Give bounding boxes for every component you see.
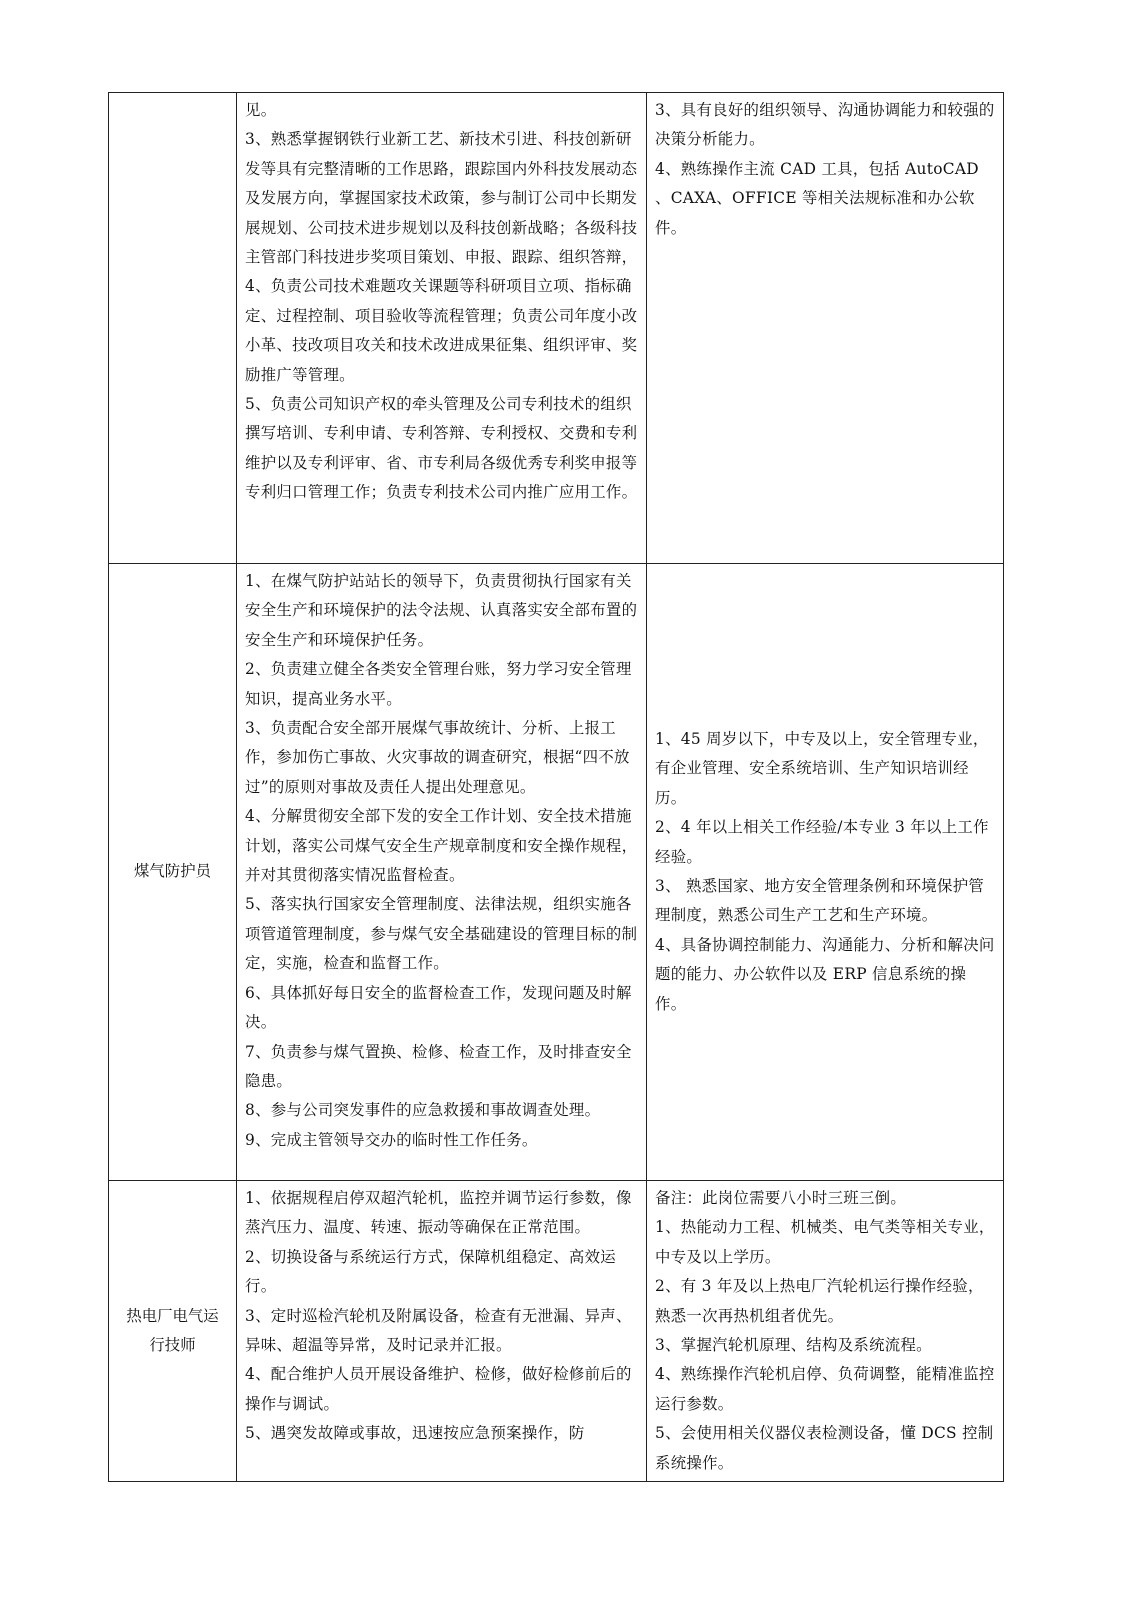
duties-cell xyxy=(237,93,647,564)
requirements-cell xyxy=(647,1181,1004,1482)
requirement-item: 4、熟练操作主流 CAD 工具，包括 AutoCAD 、CAXA、OFFICE 等相关法规标准和办公软件。 xyxy=(655,159,979,237)
duty-item: 5、落实执行国家安全管理制度、法律法规，组织实施各项管道管理制度，参与煤气安全基础建设的管理目标的制定，实施，检查和监督工作。 xyxy=(245,895,638,973)
duty-item: 4、配合维护人员开展设备维护、检修，做好检修前后的操作与调试。 xyxy=(245,1365,632,1413)
duty-item: 5、负责公司知识产权的牵头管理及公司专利技术的组织撰写培训、专利申请、专利答辩、专利授权、交费和专利维护以及专利评审、省、市专利局各级优秀专利奖申报等专利归口管理工作；负责专利技术公司内推广应用工作。 xyxy=(245,395,638,502)
duty-item: 9、完成主管领导交办的临时性工作任务。 xyxy=(245,1130,538,1149)
duty-item: 7、负责参与煤气置换、检修、检查工作，及时排查安全隐患。 xyxy=(245,1042,632,1090)
duty-item: 8、参与公司突发事件的应急救援和事故调查处理。 xyxy=(245,1101,601,1120)
requirements-cell xyxy=(647,93,1004,564)
requirement-item: 3、具有良好的组织领导、沟通协调能力和较强的决策分析能力。 xyxy=(655,101,995,149)
duty-item: 4、分解贯彻安全部下发的安全工作计划、安全技术措施计划，落实公司煤气安全生产规章制度和安全操作规程，并对其贯彻落实情况监督检查。 xyxy=(245,807,638,885)
requirements-cell xyxy=(647,564,1004,1181)
duties-cell xyxy=(237,1181,647,1482)
requirement-item: 4、具备协调控制能力、沟通能力、分析和解决问题的能力、办公软件以及 ERP 信息系统的操作。 xyxy=(655,935,995,1013)
table-row xyxy=(109,1181,1004,1482)
duty-item: 3、定时巡检汽轮机及附属设备，检查有无泄漏、异声、异味、超温等异常，及时记录并汇报。 xyxy=(245,1306,632,1355)
duty-item: 3、负责配合安全部开展煤气事故统计、分析、上报工作，参加伤亡事故、火灾事故的调查研究，根据“四不放过”的原则对事故及责任人提出处理意见。 xyxy=(245,719,630,796)
position-cell xyxy=(109,564,237,1181)
duty-item: 4、负责公司技术难题攻关课题等科研项目立项、指标确定、过程控制、项目验收等流程管理；负责公司年度小改小革、技改项目攻关和技术改进成果征集、组织评审、奖励推广等管理。 xyxy=(245,277,638,384)
position-title: 煤气防护员 xyxy=(134,862,211,881)
requirement-item: 2、4 年以上相关工作经验/本专业 3 年以上工作经验。 xyxy=(655,818,989,866)
requirement-item: 1、45 周岁以下，中专及以上，安全管理专业，有企业管理、安全系统培训、生产知识培训经历。 xyxy=(655,729,989,807)
position-cell xyxy=(109,93,237,564)
duty-item: 1、依据规程启停双超汽轮机，监控并调节运行参数，像蒸汽压力、温度、转速、振动等确保在正常范围。 xyxy=(245,1189,632,1237)
requirement-item: 备注：此岗位需要八小时三班三倒。 xyxy=(655,1189,907,1207)
requirement-item: 3、 熟悉国家、地方安全管理条例和环境保护管理制度，熟悉公司生产工艺和生产环境。 xyxy=(655,877,985,925)
duty-item: 见。 xyxy=(245,101,277,119)
job-requirements-table xyxy=(108,92,1004,1482)
duty-item: 2、负责建立健全各类安全管理台账，努力学习安全管理知识，提高业务水平。 xyxy=(245,660,632,708)
table-row xyxy=(109,93,1004,564)
duty-item: 1、在煤气防护站站长的领导下，负责贯彻执行国家有关安全生产和环境保护的法令法规、认真落实安全部布置的安全生产和环境保护任务。 xyxy=(245,572,638,649)
duty-item: 6、具体抓好每日安全的监督检查工作，发现问题及时解决。 xyxy=(245,983,632,1032)
table-row xyxy=(109,564,1004,1181)
duty-item: 2、切换设备与系统运行方式，保障机组稳定、高效运行。 xyxy=(245,1247,616,1296)
requirement-item: 4、熟练操作汽轮机启停、负荷调整，能精准监控运行参数。 xyxy=(655,1365,995,1413)
requirement-item: 1、热能动力工程、机械类、电气类等相关专业，中专及以上学历。 xyxy=(655,1218,995,1266)
position-title: 热电厂电气运行技师 xyxy=(126,1306,219,1355)
duty-item: 3、熟悉掌握钢铁行业新工艺、新技术引进、科技创新研发等具有完整清晰的工作思路，跟踪国内外科技发展动态及发展方向，掌握国家技术政策，参与制订公司中长期发展规划、公司技术进步规划以及科技创新战略；各级科技主管部门科技进步奖项目策划、申报、跟踪、组织答辩， xyxy=(245,130,638,267)
requirement-item: 2、有 3 年及以上热电厂汽轮机运行操作经验，熟悉一次再热机组者优先。 xyxy=(655,1277,984,1325)
requirement-item: 3、掌握汽轮机原理、结构及系统流程。 xyxy=(655,1336,932,1355)
requirement-item: 5、会使用相关仪器仪表检测设备，懂 DCS 控制系统操作。 xyxy=(655,1424,994,1472)
duties-cell xyxy=(237,564,647,1181)
duty-item: 5、遇突发故障或事故，迅速按应急预案操作，防 xyxy=(245,1424,585,1443)
position-cell xyxy=(109,1181,237,1482)
